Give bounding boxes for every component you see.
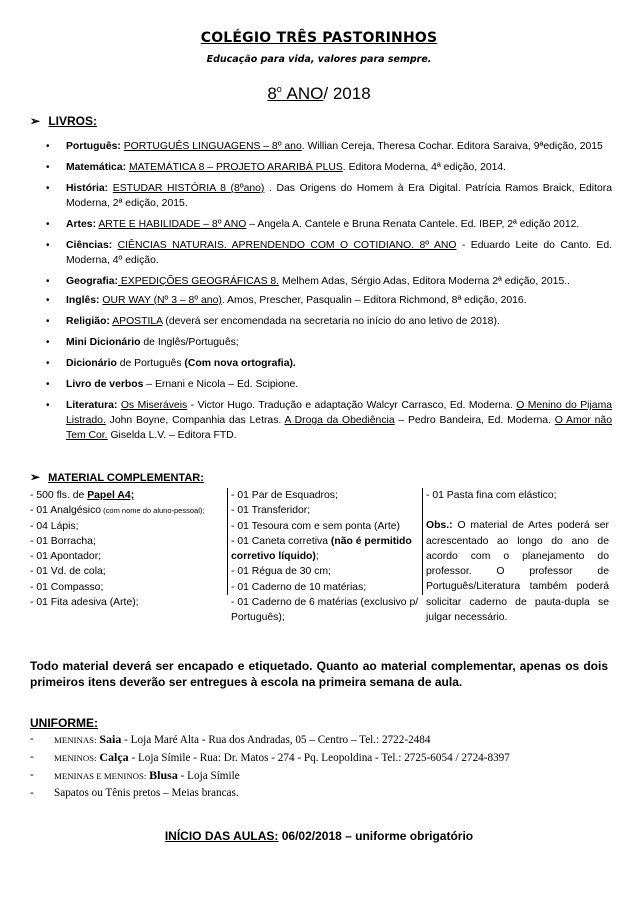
bullet-icon: • [46, 183, 50, 194]
arrow-bullet-icon: ➢ [30, 114, 41, 128]
dash-bullet: - [30, 787, 34, 799]
list-item [46, 398, 613, 443]
list-item [46, 217, 612, 232]
material-text: - 500 fls. de [30, 490, 88, 501]
material-observation [426, 518, 609, 625]
book-title: MATEMÁTICA 8 – PROJETO ARARIBÁ PLUS [128, 162, 343, 173]
book-details: . Editora Moderna, 4ª edição, 2014. [342, 162, 507, 173]
material-highlight: Papel A4; [87, 490, 135, 501]
bullet-icon: • [46, 141, 50, 152]
books-title: LIVROS: [48, 114, 98, 128]
uniform-list [30, 731, 620, 802]
uniform-audience: MENINAS: [54, 735, 97, 745]
material-heading [30, 470, 204, 484]
list-item [46, 139, 612, 154]
subject-label: Matemática: [66, 162, 127, 173]
book-title: ESTUDAR HISTÓRIA 8 (8ºano) [112, 183, 265, 194]
list-item: - 01 Transferidor; [231, 505, 311, 517]
book-details: de Inglês/Português; [140, 337, 239, 348]
bullet-icon: • [46, 162, 50, 173]
book-details: - Eduardo Leite do Canto. Ed. Moderna, 4º edição. [66, 240, 613, 266]
dash-bullet: - [30, 751, 34, 763]
books-list [46, 139, 613, 449]
material-column-2 [227, 488, 425, 624]
list-item: - 01 Pasta fina com elástico; [426, 490, 557, 501]
bullet-icon: • [46, 276, 50, 287]
uniform-item: Saia [99, 732, 122, 746]
list-item: - 01 Tesoura com e sem ponta (Arte) [231, 520, 401, 532]
list-item: - 01 Par de Esquadros; [231, 490, 338, 501]
book-title: CIÊNCIAS NATURAIS. APRENDENDO COM O COTIDIANO. 8º ANO [117, 240, 457, 251]
book-details: – Pedro Bandeira, Ed. Moderna. [394, 415, 555, 426]
material-text: - 01 Analgésico [30, 505, 102, 517]
subject-label: Ciências: [66, 240, 113, 251]
material-column-3 [422, 488, 609, 624]
book-title: ARTE E HABILIDADE – 8º ANO [98, 219, 247, 230]
bullet-icon: • [46, 379, 50, 390]
list-item: - 01 Compasso; [30, 581, 104, 593]
grade-year-heading [0, 84, 638, 104]
book-details: Melhem Adas, Sérgio Adas, Editora Moderna 2ª edição, 2015.. [279, 276, 570, 287]
list-item [46, 274, 612, 289]
list-item [30, 767, 620, 785]
book-label: Livro de verbos [66, 379, 144, 390]
books-heading [30, 114, 97, 128]
grade-word: ANO [286, 84, 324, 103]
bullet-icon: • [46, 316, 50, 327]
subject-label: História: [66, 183, 109, 194]
book-title: O Menino do Pijama Listrado. [66, 400, 613, 426]
list-item [30, 731, 620, 749]
subject-label: Geografia: [66, 276, 118, 287]
material-table [30, 488, 609, 624]
list-item [46, 181, 612, 211]
arrow-bullet-icon: ➢ [30, 470, 41, 484]
list-item: - 01 Apontador; [30, 551, 102, 563]
bullet-icon: • [46, 400, 50, 411]
book-details: (deverá ser encomendada na secretaria no início do ano letivo de 2018). [162, 316, 500, 327]
dash-bullet: - [30, 769, 34, 781]
book-details: John Boyne, Companhia das Letras. [105, 415, 285, 426]
list-item [30, 488, 226, 503]
list-item [231, 534, 425, 565]
material-highlight: (não é permitido corretivo líquido) [231, 535, 412, 563]
start-label: INÍCIO DAS AULAS: [164, 829, 279, 843]
book-details: . Willian Cereja, Theresa Cochar. Editora Saraiva, 9ªedição, 2015 [301, 141, 603, 152]
bullet-icon: • [46, 240, 50, 251]
subject-label: Português: [66, 141, 121, 152]
book-details: . Das Origens do Homem à Era Digital. Patrícia Ramos Braick, Editora Moderna, 2ª edição, 2015. [66, 183, 612, 209]
uniform-heading: UNIFORME: [30, 716, 98, 730]
list-item [30, 503, 226, 518]
list-item [46, 160, 612, 175]
list-item [30, 749, 620, 767]
book-details: . Amos, Prescher, Pasqualin – Editora Richmond, 8ª edição, 2016. [221, 295, 527, 306]
list-item: - 01 Régua de 30 cm; [231, 566, 331, 578]
book-title: Os Miseráveis [120, 400, 188, 411]
uniform-item: Blusa [149, 768, 178, 782]
list-item [30, 785, 620, 802]
book-title: OUR WAY (Nº 3 – 8º ano) [102, 295, 222, 306]
school-name: COLÉGIO TRÊS PASTORINHOS [200, 30, 438, 46]
grade-ordinal: o [276, 84, 282, 94]
list-item [46, 335, 612, 350]
start-date-line [0, 829, 638, 843]
book-title: O Amor não Tem Cor. [66, 415, 612, 441]
grade-year: / 2018 [323, 84, 371, 103]
bullet-icon: • [46, 295, 50, 306]
list-item [46, 238, 613, 268]
list-item [46, 293, 612, 308]
book-details: - Victor Hugo. Tradução e adaptação Walcyr Carrasco, Ed. Moderna. [187, 400, 517, 411]
list-item: - 01 Vd. de cola; [30, 566, 106, 578]
material-text: ; [315, 551, 319, 563]
uniform-audience: MENINOS: [54, 753, 97, 763]
observation-text: O material de Artes poderá ser acrescentado ao longo do ano de acordo com o planejamento do professor. O professor de Português/Literatura também poderá solicitar caderno de pauta-dupla se julgar necessário. [426, 520, 609, 624]
uniform-store: - Loja Símile - Rua: Dr. Matos - 274 - Pq. Leopoldina - Tel.: 2725-6054 / 2724-8397 [128, 752, 510, 764]
uniform-store: Sapatos ou Tênis pretos – Meias brancas. [54, 787, 239, 799]
list-item [46, 314, 612, 329]
book-title: A Droga da Obediência [284, 415, 395, 426]
uniform-audience: MENINAS E MENINOS: [54, 771, 147, 781]
uniform-item: Calça [99, 750, 129, 764]
book-title: PORTUGUÊS LINGUAGENS – 8º ano [123, 141, 302, 152]
grade-label [267, 84, 323, 103]
book-details: – Ernani e Nicola – Ed. Scipione. [143, 379, 299, 390]
list-item: - 01 Caderno de 6 matérias (exclusivo p/ Português); [231, 597, 419, 624]
bullet-icon: • [46, 219, 50, 230]
book-note: (Com nova ortografia). [184, 358, 296, 369]
observation-label: Obs.: [426, 520, 453, 532]
subject-label: Literatura: [66, 400, 118, 411]
list-item [46, 356, 612, 371]
uniform-store: - Loja Símile [177, 770, 240, 782]
uniform-store: - Loja Maré Alta - Rua dos Andradas, 05 – Centro – Tel.: 2722-2484 [121, 734, 431, 746]
book-details: de Português [116, 358, 185, 369]
book-label: Dicionário [66, 358, 117, 369]
book-details: Giselda L.V. – Editora FTD. [107, 430, 237, 441]
book-details: – Angela A. Cantele e Bruna Renata Cantele. Ed. IBEP, 2ª edição 2012. [246, 219, 580, 230]
list-item: - 04 Lápis; [30, 520, 79, 532]
subject-label: Inglês: [66, 295, 100, 306]
material-column-1 [30, 488, 226, 610]
subject-label: Artes: [66, 219, 97, 230]
book-title: EXPEDIÇÕES GEOGRÁFICAS 8. [117, 276, 280, 287]
list-item [46, 377, 612, 392]
subject-label: Religião: [66, 316, 110, 327]
list-item: - 01 Borracha; [30, 535, 96, 547]
bullet-icon: • [46, 358, 50, 369]
grade-number: 8 [267, 84, 277, 103]
notice-paragraph: Todo material deverá ser encapado e etiquetado. Quanto ao material complementar, apenas os dois primeiros itens deverão ser entregues à escola na primeira semana de aula. [30, 659, 608, 689]
bullet-icon: • [46, 337, 50, 348]
material-text: - 01 Caneta corretiva [231, 535, 331, 547]
material-note: (com nome do aluno-pessoal); [101, 506, 205, 516]
school-motto: Educação para vida, valores para sempre. [206, 54, 432, 65]
start-value: 06/02/2018 – uniforme obrigatório [278, 829, 474, 843]
list-item: - 01 Caderno de 10 matérias; [231, 581, 367, 593]
material-title: MATERIAL COMPLEMENTAR: [48, 472, 204, 484]
book-label: Mini Dicionário [66, 337, 141, 348]
dash-bullet: - [30, 733, 34, 745]
list-item: - 01 Fita adesiva (Arte); [30, 597, 139, 609]
book-title: APOSTILA [112, 316, 163, 327]
